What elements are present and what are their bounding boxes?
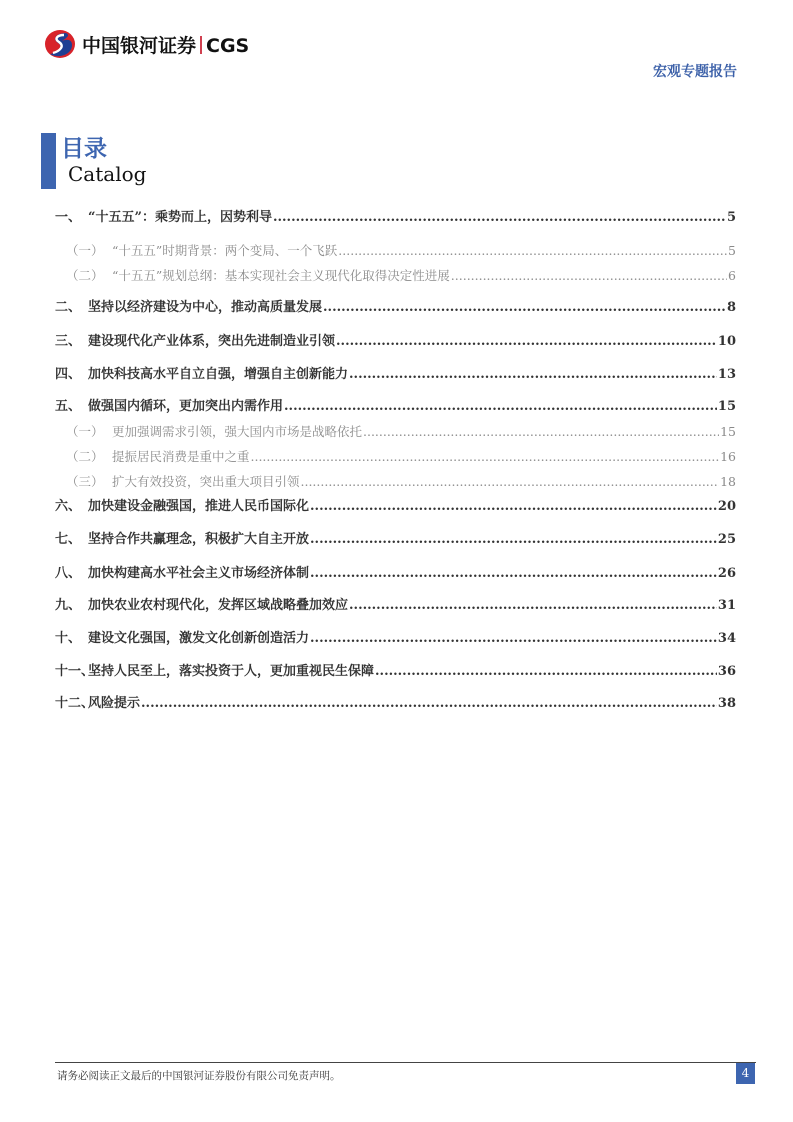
toc-entry-number: （一） [66,243,104,258]
toc-entry-page: 6 [728,268,736,283]
toc-entry-label [66,241,337,261]
toc-entry-number: （二） [66,268,104,283]
toc-entry-label [66,447,250,467]
logo-text: 中国银河证券 CGS [82,34,250,57]
toc-entry[interactable] [55,694,736,714]
toc-entry-label [55,365,348,385]
toc-entry[interactable] [55,662,736,682]
toc-entry-number: 八、 [55,566,82,581]
toc-title: 目录 [61,135,107,162]
toc-subtitle: Catalog [68,162,147,186]
toc-leader-dots [375,662,717,682]
toc-entry-number: 十一、 [55,664,95,679]
page-number: 4 [736,1063,755,1084]
toc-entry[interactable] [55,629,736,649]
toc-entry-title: 风险提示 [88,696,141,711]
toc-entry-page: 13 [717,367,736,382]
toc-leader-dots [284,397,717,417]
toc-leader-dots [141,694,717,714]
toc-entry-number: 五、 [55,399,82,414]
toc-leader-dots [310,629,717,649]
footer-disclaimer: 请务必阅读正文最后的中国银河证券股份有限公司免责声明。 [57,1070,341,1082]
footer-divider [55,1062,756,1063]
toc-entry-title: 加快建设金融强国，推进人民币国际化 [88,499,310,514]
toc-entry[interactable] [55,497,736,517]
toc-entry-number: （一） [66,424,104,439]
toc-entry[interactable] [55,564,736,584]
toc-entry-number: 四、 [55,367,82,382]
toc-entry-label [66,472,300,492]
toc-leader-dots [310,530,717,550]
toc-entry-page: 15 [720,424,736,439]
toc-entry-page: 16 [720,449,736,464]
toc-leader-dots [310,497,717,517]
toc-entry-label [55,564,309,584]
toc-entry-page: 26 [717,566,736,581]
toc-leader-dots [349,365,717,385]
toc-entry[interactable] [55,365,736,385]
toc-entry-page: 38 [717,696,736,711]
company-logo [44,29,249,59]
toc-entry-page: 31 [717,598,736,613]
toc-entry-title: 扩大有效投资，突出重大项目引领 [112,474,300,489]
toc-entry-number: 二、 [55,300,82,315]
toc-entry-number: 六、 [55,499,82,514]
toc-entry[interactable] [55,596,736,616]
toc-leader-dots [301,472,720,492]
toc-entry-number: 三、 [55,334,82,349]
toc-entry[interactable] [66,241,736,261]
toc-entry-title: 加快科技高水平自立自强，增强自主创新能力 [88,367,349,382]
toc-entry-title: “十五五”时期背景：两个变局、一个飞跃 [112,243,338,258]
toc-entry[interactable] [66,472,736,492]
toc-entry-title: 建设文化强国，激发文化创新创造活力 [88,631,310,646]
toc-entry[interactable] [55,530,736,550]
toc-entry-title: 做强国内循环，更加突出内需作用 [88,399,284,414]
toc-leader-dots [273,208,726,228]
toc-entry-number: （三） [66,474,104,489]
toc-leader-dots [336,332,717,352]
toc-entry-label [55,530,309,550]
toc-leader-dots [338,241,727,261]
toc-entry-label [55,596,348,616]
toc-entry-label [55,332,335,352]
toc-entry-number: 九、 [55,598,82,613]
toc-leader-dots [251,447,720,467]
toc-entry-label [55,662,374,682]
toc-entry-title: 坚持人民至上，落实投资于人，更加重视民生保障 [88,664,375,679]
toc-entry-title: 加快农业农村现代化，发挥区域战略叠加效应 [88,598,349,613]
toc-leader-dots [323,298,726,318]
toc-entry-page: 18 [720,474,736,489]
toc-accent-bar [41,133,56,189]
toc-entry-title: 提振居民消费是重中之重 [112,449,250,464]
toc-entry[interactable] [55,397,736,417]
toc-entry[interactable] [55,208,736,228]
toc-entry-label [55,298,322,318]
galaxy-logo-icon [44,29,76,59]
toc-entry-title: 更加强调需求引领，强大国内市场是战略依托 [112,424,363,439]
report-type: 宏观专题报告 [653,64,737,80]
toc-entry-title: 建设现代化产业体系，突出先进制造业引领 [88,334,336,349]
toc-entry[interactable] [66,266,736,286]
toc-entry-number: 七、 [55,532,82,547]
toc-entry-label [55,629,309,649]
toc-entry-label [55,397,283,417]
toc-entry-title: “十五五”：乘势而上，因势利导 [88,210,272,225]
toc-leader-dots [363,422,719,442]
toc-entry-number: 十二、 [55,696,95,711]
toc-entry[interactable] [55,298,736,318]
toc-entry-title: 加快构建高水平社会主义市场经济体制 [88,566,310,581]
toc-entry-label [66,266,450,286]
toc-entry-number: 十、 [55,631,82,646]
toc-leader-dots [310,564,717,584]
toc-entry[interactable] [66,422,736,442]
toc-entry-number: （二） [66,449,104,464]
toc-leader-dots [349,596,717,616]
toc-entry-title: 坚持合作共赢理念，积极扩大自主开放 [88,532,310,547]
toc-entry-label [55,497,309,517]
toc-entry-page: 25 [717,532,736,547]
toc-entry-label [55,694,140,714]
toc-entry-page: 10 [717,334,736,349]
toc-entry-page: 34 [717,631,736,646]
toc-entry[interactable] [66,447,736,467]
toc-entry-label [55,208,272,228]
toc-entry-number: 一、 [55,210,82,225]
toc-entry-page: 5 [726,210,736,225]
toc-entry-label [66,422,362,442]
toc-entry-page: 20 [717,499,736,514]
toc-entry-title: 坚持以经济建设为中心，推动高质量发展 [88,300,323,315]
toc-entry-page: 36 [717,664,736,679]
toc-entry[interactable] [55,332,736,352]
toc-entry-page: 5 [728,243,736,258]
toc-entry-title: “十五五”规划总纲：基本实现社会主义现代化取得决定性进展 [112,268,450,283]
toc-leader-dots [451,266,727,286]
toc-entry-page: 8 [726,300,736,315]
toc-entry-page: 15 [717,399,736,414]
